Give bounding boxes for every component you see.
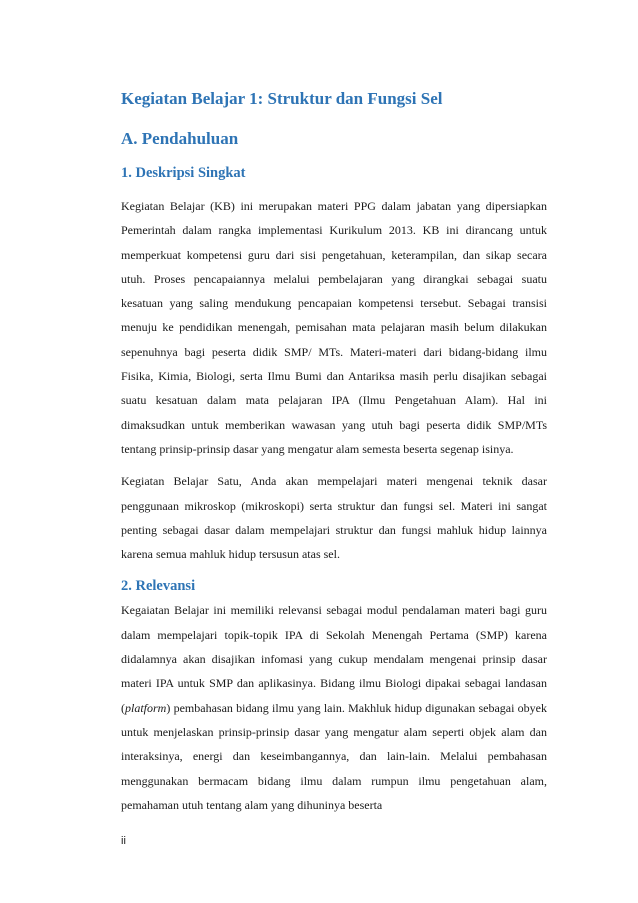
kb-title: Kegiatan Belajar 1: Struktur dan Fungsi Sel [121,89,443,108]
section-a-title: A. Pendahuluan [121,129,239,148]
page-content [121,88,547,817]
paragraph-deskripsi-1: Kegiatan Belajar (KB) ini merupakan materi PPG dalam jabatan yang dipersiapkan Pemerintah dalam rangka implementasi Kurikulum 2013. KB ini dirancang untuk memperkuat kompetensi guru dari sisi pengetahuan, keterampilan, dan sikap secara utuh. Proses pencapaiannya melalui pembelajaran yang dirangkai sebagai suatu kesatuan yang saling mendukung pencapaian kompetensi tersebut. Sebagai transisi menuju ke pendidikan menengah, pemisahan mata pelajaran masih belum dilakukan sepenuhnya bagi peserta didik SMP/ MTs. Materi-materi dari bidang-bidang ilmu Fisika, Kimia, Biologi, serta Ilmu Bumi dan Antariksa masih perlu disajikan sebagai suatu kesatuan dalam mata pelajaran IPA (Ilmu Pengetahuan Alam). Hal ini dimaksudkan untuk memberikan wawasan yang utuh bagi peserta didik SMP/MTs tentang prinsip-prinsip dasar yang mengatur alam semesta beserta segenap isinya. [121,199,547,456]
paragraph-relevansi-part-2: ) pembahasan bidang ilmu yang lain. Makhluk hidup digunakan sebagai obyek untuk menjelaskan prinsip-prinsip dasar yang mengatur alam seperti objek alam dan interaksinya, energi dan keseimbangannya, dan lain-lain. Melalui pembahasan menggunakan bermacam bidang ilmu dalam rumpun ilmu pengetahuan alam, pemahaman utuh tentang alam yang dihuninya beserta [121,700,547,812]
paragraph-deskripsi-2: Kegiatan Belajar Satu, Anda akan mempelajari materi mengenai teknik dasar penggunaan mikroskop (mikroskopi) serta struktur dan fungsi sel. Materi ini sangat penting sebagai dasar dalam mempelajari struktur dan fungsi mahluk hidup lainnya karena semua mahluk hidup tersusun atas sel. [121,474,547,562]
subsection-relevansi-title: 2. Relevansi [121,578,196,595]
paragraph-relevansi [121,598,547,817]
paragraph-relevansi-part-1: Kegaiatan Belajar ini memiliki relevansi sebagai modul pendalaman materi bagi guru dalam mempelajari topik-topik IPA di Sekolah Menengah Pertama (SMP) karena didalamnya akan disajikan infomasi yang cukup mendalam mengenai prinsip dasar materi IPA untuk SMP dan aplikasinya. Bidang ilmu Biologi dipakai sebagai landasan ( [121,603,547,715]
paragraph-relevansi-platform: platform [125,700,167,715]
page-number: ii [121,835,126,847]
subsection-deskripsi-title: 1. Deskripsi Singkat [121,165,246,181]
